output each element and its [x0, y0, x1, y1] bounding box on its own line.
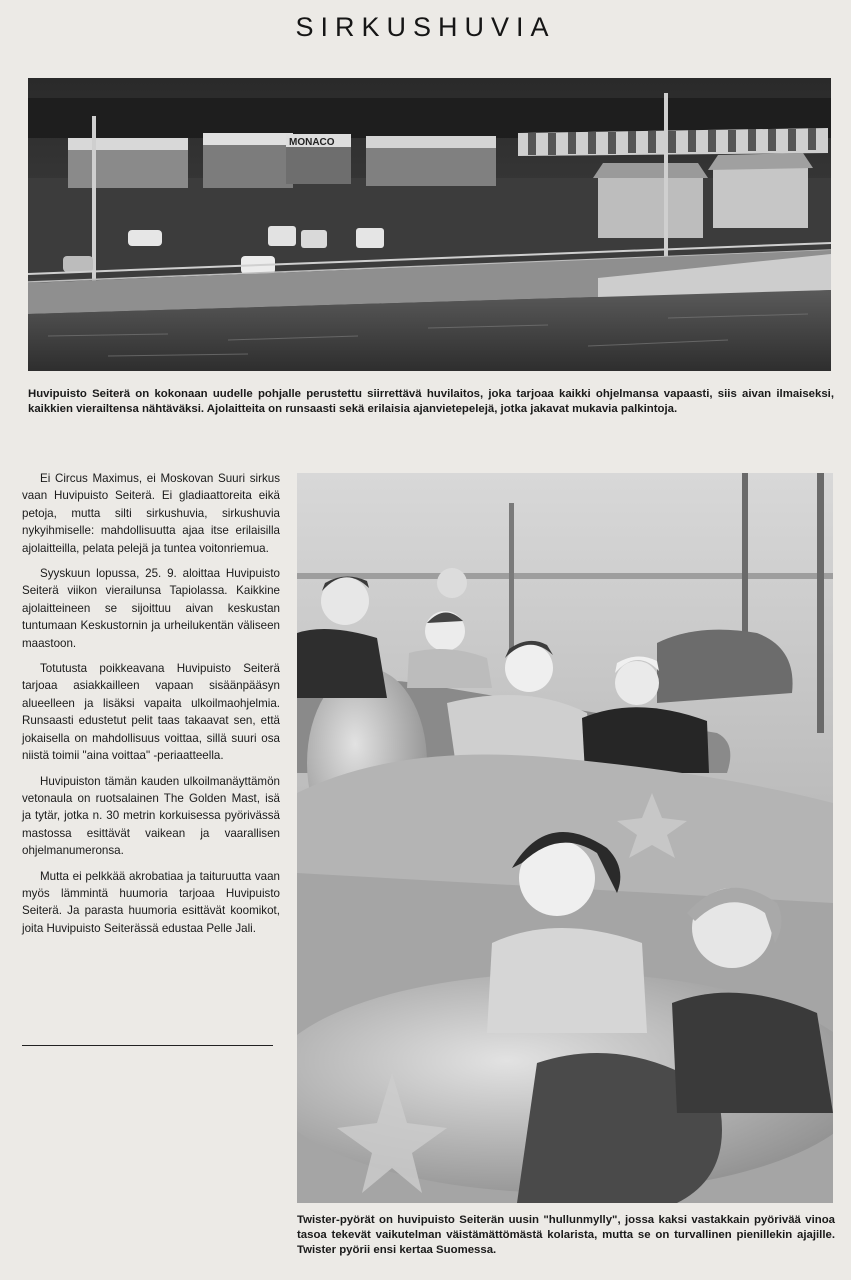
article-paragraph: Totutusta poikkeavana Huvipuisto Seiterä tarjoaa asiakkailleen vapaan sisäänpääsyn alueelleen ja lisäksi vapaita ulkoilmaohjelmia. Runsaasti edustetut pelit taas takaavat sen, että jokaisella on mahdollisuus voittaa, sillä suuri osa niistä toimii "aina voittaa" -periaatteella. — [22, 662, 280, 763]
amusement-park-photo — [28, 78, 831, 371]
bottom-photo-caption: Twister-pyörät on huvipuisto Seiterän uusin "hullunmylly", jossa kaksi vastakkain pyörivää vinoa tasoa tekevät vaikutelman väistämättömästä kolarista, mutta se on turvallinen pienillekin ajajille. Twister pyörii ensi kertaa Suomessa. — [297, 1214, 835, 1256]
page-title: SIRKUSHUVIA — [295, 12, 556, 42]
top-photo-caption: Huvipuisto Seiterä on kokonaan uudelle pohjalle perustettu siirrettävä huvilaitos, joka tarjoaa kaikki ohjelmansa vapaasti, siis aivan ilmaiseksi, kaikkien vierailtensa nähtäväksi. Ajolaitteita on runsaasti sekä erilaisia ajanvietepelejä, jotka jakavat mukavia palkintoja. — [28, 388, 834, 415]
article-paragraph: Syyskuun lopussa, 25. 9. aloittaa Huvipuisto Seiterä viikon vierailunsa Tapiolassa. Kaikkine ajolaitteineen se sijoittuu aivan keskustan tuntumaan Keskustornin ja urheilukentän väliseen maastoon. — [22, 567, 280, 650]
article-paragraph: Huvipuiston tämän kauden ulkoilmanäyttämön vetonaula on ruotsalainen The Golden Mast, isä ja tytär, jotka n. 30 metrin korkuisessa pyörivässä mastossa esittävät vaikean ja vaarallisen ohjelmanumeronsa. — [22, 774, 280, 858]
article-body — [22, 470, 280, 945]
monaco-sign: MONACO — [289, 137, 335, 148]
article-paragraph: Mutta ei pelkkää akrobatiaa ja taituruutta vaan myös lämmintä huumoria tarjoaa Huvipuisto Seiterä. Ja parasta huumoria esittävät koomikot, joita Huvipuisto Seiterässä edustaa Pelle Jali. — [22, 869, 280, 935]
article-paragraph: Ei Circus Maximus, ei Moskovan Suuri sirkus vaan Huvipuisto Seiterä. Ei gladiaattoreita eikä petoja, mutta silti sirkushuvia, sirkushuvia nykyihmiselle: mahdollisuutta ajaa itse erilaisilla ajolaitteilla, pelata pelejä ja tuntea voitonriemua. — [22, 472, 280, 555]
column-divider — [22, 1045, 273, 1046]
twister-ride-photo — [297, 473, 833, 1203]
